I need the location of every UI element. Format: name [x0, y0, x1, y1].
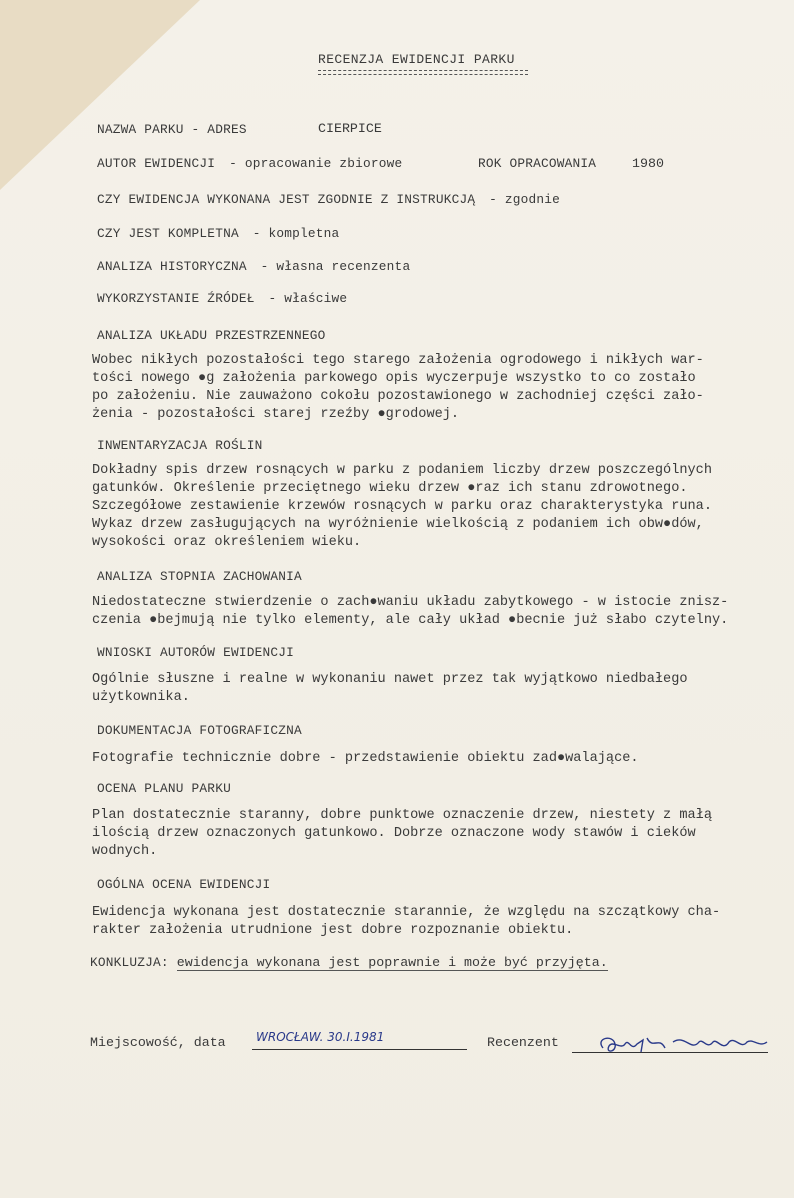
author-row [97, 156, 402, 171]
complete-label: CZY JEST KOMPLETNA [97, 226, 239, 241]
reviewer-signature [595, 1030, 775, 1060]
place-date-value: WROCŁAW. 30.I.1981 [252, 1030, 467, 1050]
section-heading: ANALIZA STOPNIA ZACHOWANIA [97, 569, 302, 584]
section-heading: ANALIZA UKŁADU PRZESTRZENNEGO [97, 328, 326, 343]
complete-row [97, 226, 339, 241]
history-label: ANALIZA HISTORYCZNA [97, 259, 247, 274]
year-value: 1980 [632, 156, 664, 171]
year-label: ROK OPRACOWANIA [478, 156, 597, 171]
park-label: NAZWA PARKU - ADRES [97, 122, 247, 137]
section-heading: WNIOSKI AUTORÓW EWIDENCJI [97, 645, 294, 660]
compliance-value: - zgodnie [489, 192, 561, 207]
history-value: - własna recenzenta [260, 259, 411, 274]
author-value: - opracowanie zbiorowe [229, 156, 403, 171]
sources-label: WYKORZYSTANIE ŹRÓDEŁ [97, 291, 255, 306]
conclusion-text: ewidencja wykonana jest poprawnie i może być przyjęta. [176, 955, 608, 970]
sources-row [97, 291, 347, 306]
compliance-row [97, 192, 560, 207]
section-text: Dokładny spis drzew rosnących w parku z podaniem liczby drzew poszczególnych gatunków. Określenie przeciętnego wieku drzew ●raz ich stanu zdrowotnego. Szczegółowe zestawienie krzewów rosnących w parku oraz charakterystyka runa. Wykaz drzew zasługujących na wyróżnienie wielkością z podaniem ich obw●dów, wysokości oraz określeniem wieku. [92, 463, 712, 550]
section-text: Fotografie technicznie dobre - przedstawienie obiektu zad●walające. [92, 751, 639, 766]
section-text: Plan dostatecznie staranny, dobre punktowe oznaczenie drzew, niestety z małą ilością drzew oznaczonych gatunkowo. Dobrze oznaczone wody stawów i cieków wodnych. [92, 808, 712, 859]
complete-value: - kompletna [252, 226, 340, 241]
compliance-label: CZY EWIDENCJA WYKONANA JEST ZGODNIE Z INSTRUKCJĄ [97, 192, 476, 207]
place-date-label: Miejscowość, data [90, 1035, 226, 1050]
title-underline [318, 70, 528, 75]
section-text: Wobec nikłych pozostałości tego starego założenia ogrodowego i nikłych war- tości nowego ●g założenia parkowego opis wyczerpuje wszystko to co zostało po założeniu. Nie zauważono cokołu pozostawionego w zachodniej części zało- żenia - pozostałości starej rzeźby ●grodowej. [92, 353, 704, 422]
conclusion-label: KONKLUZJA: [90, 955, 169, 970]
park-row [97, 122, 247, 137]
section-heading: OGÓLNA OCENA EWIDENCJI [97, 877, 271, 892]
section-text: Ewidencja wykonana jest dostatecznie starannie, że względu na szczątkowy cha- rakter założenia utrudnione jest dobre rozpoznanie obiektu. [92, 905, 721, 938]
section-text: Niedostateczne stwierdzenie o zach●waniu układu zabytkowego - w istocie znisz- czenia ●bejmują nie tylko elementy, ale cały układ ●becnie już słabo czytelny. [92, 595, 729, 628]
section-text: Ogólnie słuszne i realne w wykonaniu nawet przez tak wyjątkowo niedbałego użytkownika. [92, 672, 688, 705]
history-row [97, 259, 410, 274]
conclusion-row [90, 955, 608, 970]
sources-value: - właściwe [268, 291, 348, 306]
section-heading: DOKUMENTACJA FOTOGRAFICZNA [97, 723, 302, 738]
page-title: RECENZJA EWIDENCJI PARKU [318, 52, 515, 67]
reviewer-label: Recenzent [487, 1035, 559, 1050]
section-heading: INWENTARYZACJA ROŚLIN [97, 438, 263, 453]
author-label: AUTOR EWIDENCJI [97, 156, 216, 171]
park-value: CIERPICE [318, 121, 382, 136]
section-heading: OCENA PLANU PARKU [97, 781, 231, 796]
